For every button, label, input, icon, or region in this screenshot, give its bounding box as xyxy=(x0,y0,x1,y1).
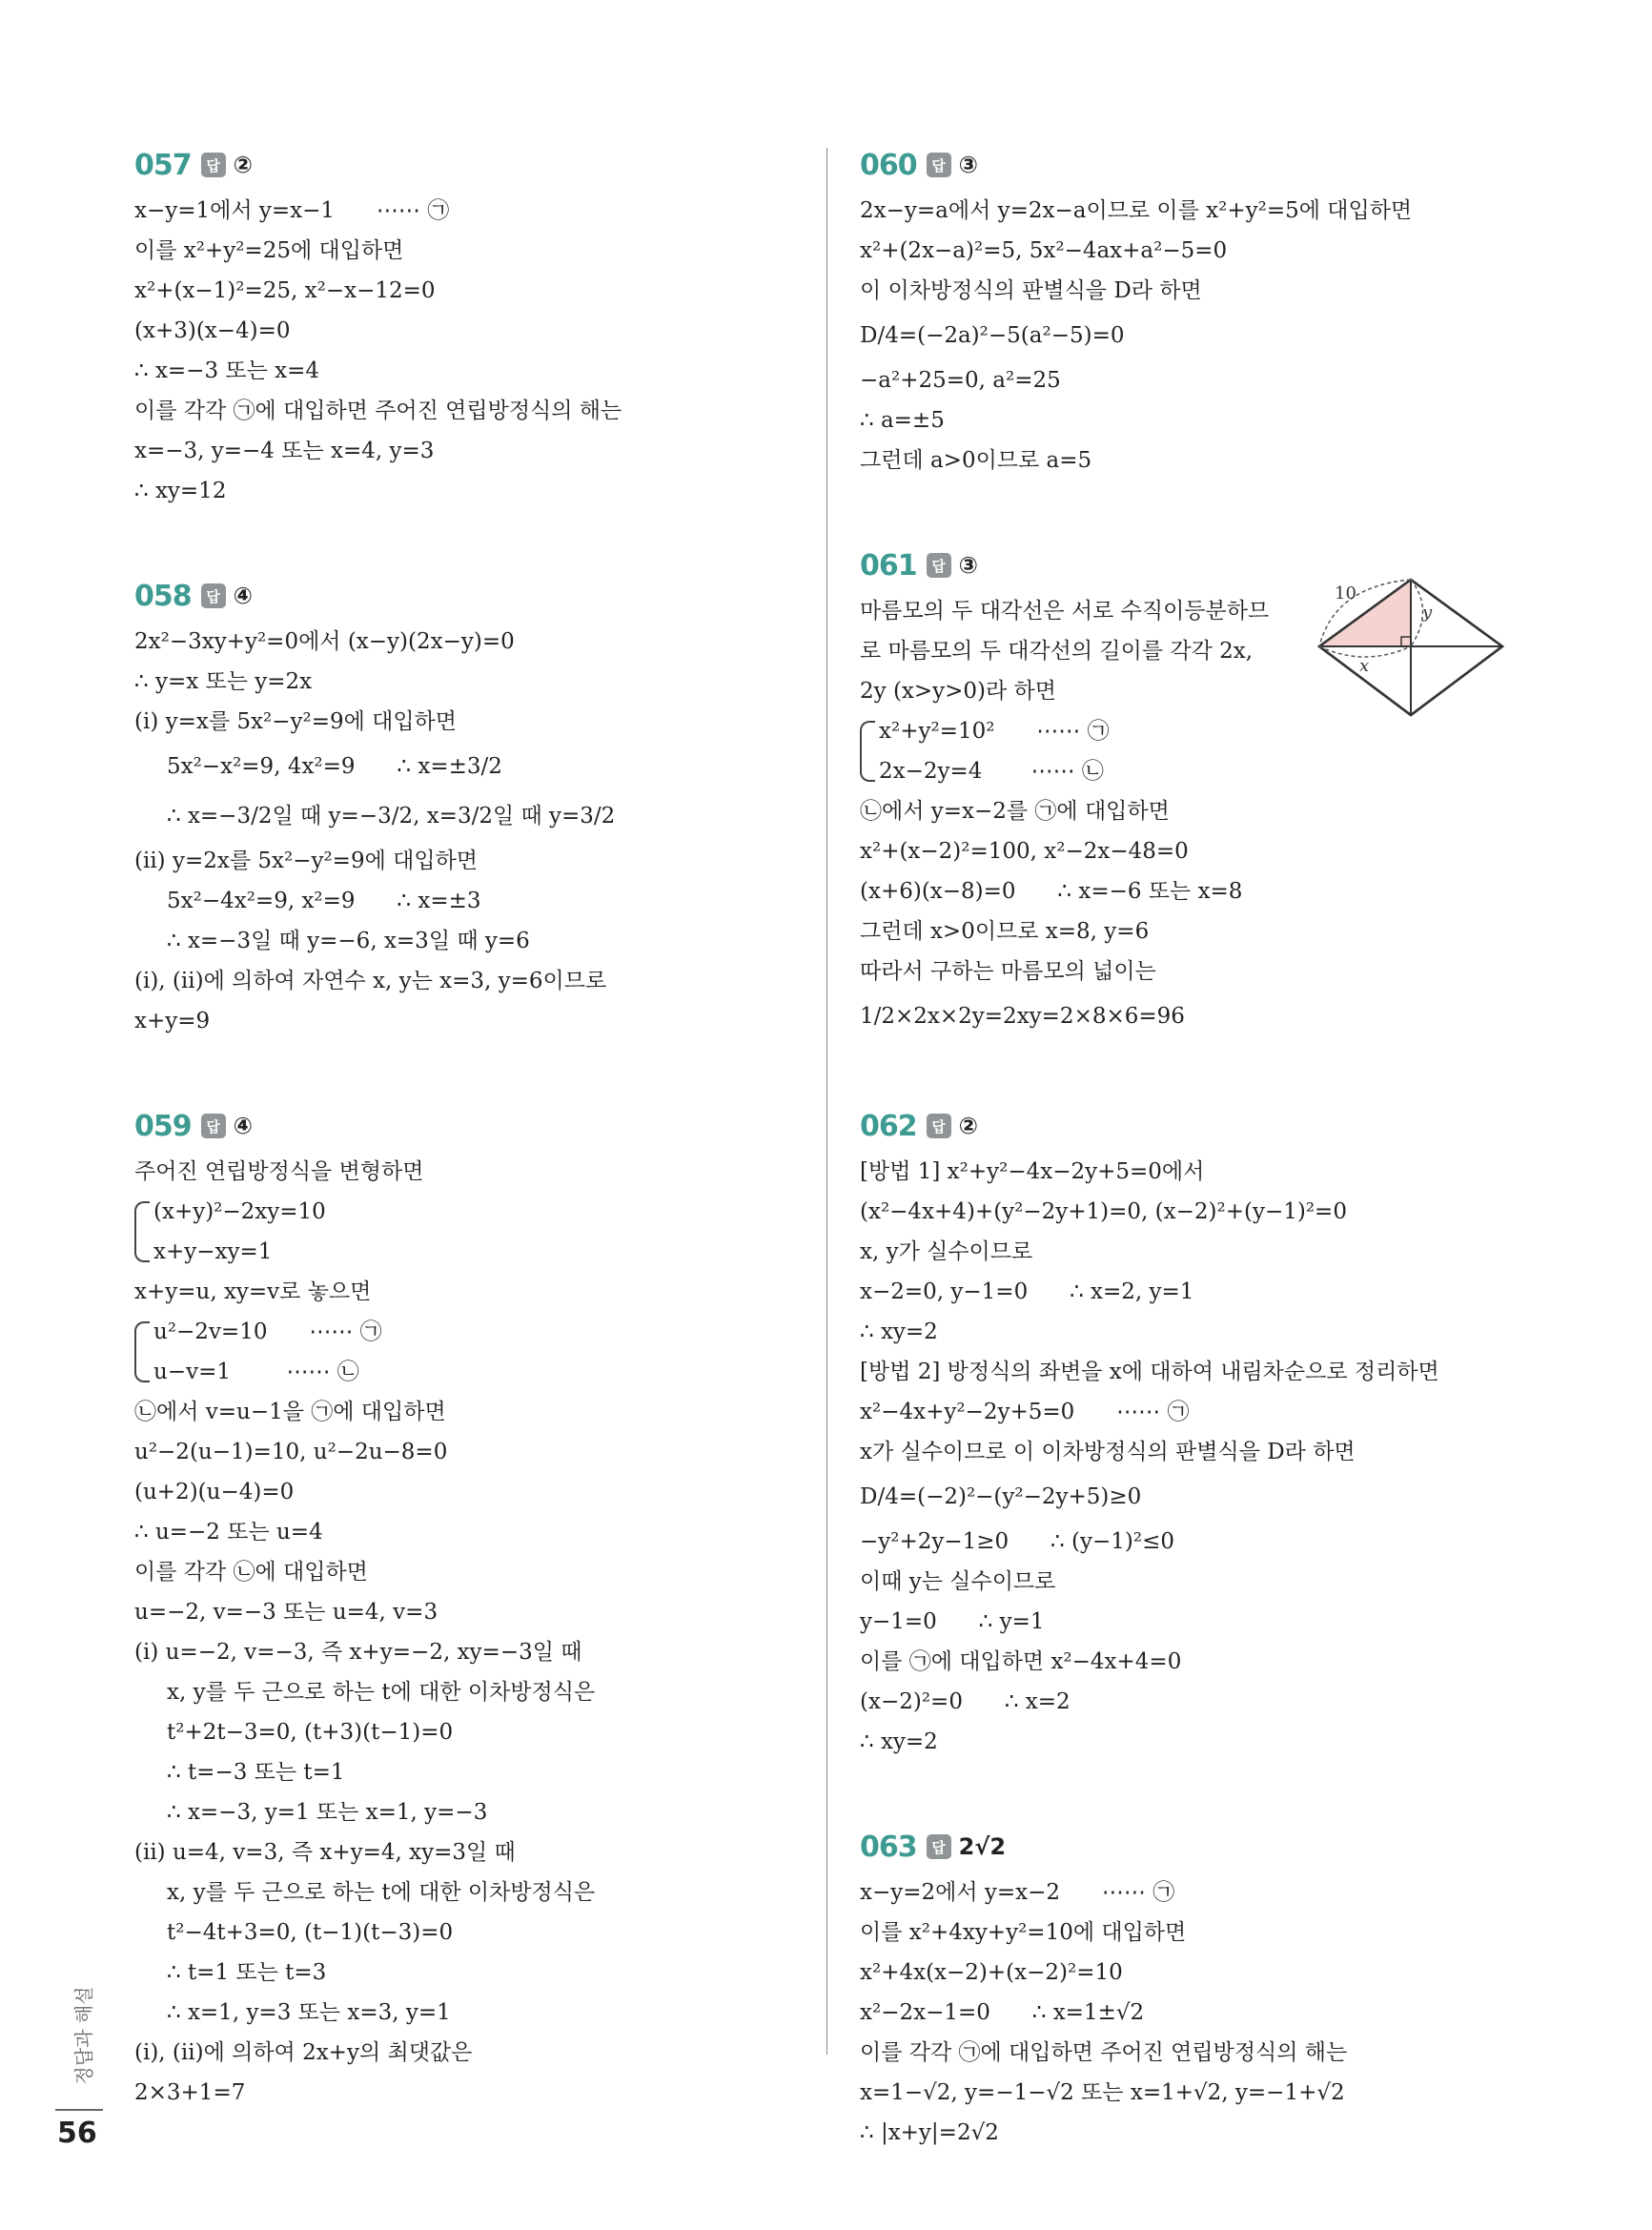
answer-choice: ② xyxy=(233,152,253,178)
solution-line: x가 실수이므로 이 이차방정식의 판별식을 D라 하면 xyxy=(860,1440,1356,1464)
solution-line: 그런데 a>0이므로 a=5 xyxy=(860,448,1092,473)
solution-line: x−y=2에서 y=x−2 ⋯⋯ ㉠ xyxy=(860,1880,1175,1905)
solution-line: x²+(x−1)²=25, x²−x−12=0 xyxy=(134,278,436,303)
answer-value: 2√2 xyxy=(958,1833,1007,1860)
solution-line: x+y−xy=1 xyxy=(153,1239,273,1264)
solution-line: 이 이차방정식의 판별식을 D라 하면 xyxy=(860,278,1202,303)
solution-line: t²−4t+3=0, (t−1)(t−3)=0 xyxy=(167,1920,454,1945)
solution-line: ∴ u=−2 또는 u=4 xyxy=(134,1520,323,1545)
solution-line: 이를 각각 ㉠에 대입하면 주어진 연립방정식의 해는 xyxy=(134,399,622,423)
solution-line: (x+6)(x−8)=0 ∴ x=−6 또는 x=8 xyxy=(860,879,1243,904)
problem-header xyxy=(134,1104,802,1148)
solution-line: [방법 1] x²+y²−4x−2y+5=0에서 xyxy=(860,1159,1205,1184)
solution-line: D/4=(−2)²−(y²−2y+5)≥0 xyxy=(860,1484,1142,1509)
answer-choice: ③ xyxy=(958,152,978,178)
solution-line: x=−3, y=−4 또는 x=4, y=3 xyxy=(134,439,435,463)
solution-line: x, y를 두 근으로 하는 t에 대한 이차방정식은 xyxy=(167,1680,596,1705)
solution-line: x−2=0, y−1=0 ∴ x=2, y=1 xyxy=(860,1279,1194,1304)
solution-line: 따라서 구하는 마름모의 넓이는 xyxy=(860,959,1156,984)
solution-line: (x+3)(x−4)=0 xyxy=(134,318,291,343)
answer-badge: 답 xyxy=(201,583,226,608)
system-brace xyxy=(860,721,875,782)
solution-line: (ⅰ), (ⅱ)에 의하여 2x+y의 최댓값은 xyxy=(134,2040,473,2065)
solution-line: ∴ x=−3일 때 y=−6, x=3일 때 y=6 xyxy=(167,929,530,953)
solution-line: 이를 x²+y²=25에 대입하면 xyxy=(134,238,404,263)
solution-line: 이를 x²+4xy+y²=10에 대입하면 xyxy=(860,1920,1187,1945)
solution-line: ∴ x=1, y=3 또는 x=3, y=1 xyxy=(167,2000,451,2025)
solution-line: x²−4x+y²−2y+5=0 ⋯⋯ ㉠ xyxy=(860,1400,1190,1424)
rhombus-figure xyxy=(1315,572,1516,725)
equation-system xyxy=(134,1312,802,1392)
solution-line: x, y를 두 근으로 하는 t에 대한 이차방정식은 xyxy=(167,1880,596,1905)
problem-058 xyxy=(134,574,802,1041)
solution-line: ∴ t=−3 또는 t=1 xyxy=(167,1760,345,1785)
solution-line: ∴ xy=12 xyxy=(134,479,227,503)
problem-057 xyxy=(134,143,802,511)
solution-line: ㉡에서 v=u−1을 ㉠에 대입하면 xyxy=(134,1400,446,1424)
solution-line: ∴ y=x 또는 y=2x xyxy=(134,669,313,694)
problem-number: 057 xyxy=(134,148,192,182)
label-y: y xyxy=(1422,603,1433,623)
answer-badge: 답 xyxy=(927,153,951,177)
problem-header xyxy=(134,574,802,618)
solution-line: x²+4x(x−2)+(x−2)²=10 xyxy=(860,1960,1123,1985)
answer-badge: 답 xyxy=(927,553,951,578)
solution-line: x−y=1에서 y=x−1 ⋯⋯ ㉠ xyxy=(134,198,450,223)
solution-line: 2x−2y=4 ⋯⋯ ㉡ xyxy=(879,759,1104,784)
solution-line: ∴ xy=2 xyxy=(860,1320,938,1344)
problem-number: 062 xyxy=(860,1109,917,1143)
solution-line: [방법 2] 방정식의 좌변을 x에 대하여 내림차순으로 정리하면 xyxy=(860,1360,1439,1384)
solution-line: y−1=0 ∴ y=1 xyxy=(860,1609,1045,1634)
problem-number: 063 xyxy=(860,1830,917,1864)
solution-line: u=−2, v=−3 또는 u=4, v=3 xyxy=(134,1600,438,1625)
solution-line: 5x²−x²=9, 4x²=9 ∴ x=±3/2 xyxy=(167,754,502,779)
problem-number: 058 xyxy=(134,579,192,613)
solution-line: (u+2)(u−4)=0 xyxy=(134,1480,295,1504)
system-brace xyxy=(134,1201,150,1262)
solution-line: 로 마름모의 두 대각선의 길이를 각각 2x, xyxy=(860,639,1254,664)
solution-line: 2x²−3xy+y²=0에서 (x−y)(2x−y)=0 xyxy=(134,629,515,654)
solution-line: u−v=1 ⋯⋯ ㉡ xyxy=(153,1360,359,1384)
right-column xyxy=(860,143,1527,2216)
solution-line: −y²+2y−1≥0 ∴ (y−1)²≤0 xyxy=(860,1529,1174,1554)
solution-line: ∴ xy=2 xyxy=(860,1729,938,1754)
problem-header xyxy=(860,143,1527,187)
solution-line: 주어진 연립방정식을 변형하면 xyxy=(134,1159,424,1184)
solution-line: x²+(x−2)²=100, x²−2x−48=0 xyxy=(860,839,1189,864)
column-divider xyxy=(826,148,827,2055)
answer-choice: ② xyxy=(958,1113,978,1139)
solution-line: x²+(2x−a)²=5, 5x²−4ax+a²−5=0 xyxy=(860,238,1228,263)
equation-system xyxy=(134,1192,802,1272)
y-length-arc xyxy=(1411,580,1423,646)
solution-line: u²−2(u−1)=10, u²−2u−8=0 xyxy=(134,1440,448,1464)
problem-number: 060 xyxy=(860,148,917,182)
solution-line: D/4=(−2a)²−5(a²−5)=0 xyxy=(860,323,1125,348)
solution-line: 이를 각각 ㉡에 대입하면 xyxy=(134,1560,368,1585)
solution-line: 이를 ㉠에 대입하면 x²−4x+4=0 xyxy=(860,1649,1182,1674)
problem-059 xyxy=(134,1104,802,2113)
solution-line: ∴ x=−3/2일 때 y=−3/2, x=3/2일 때 y=3/2 xyxy=(167,804,616,829)
solution-line: x, y가 실수이므로 xyxy=(860,1239,1033,1264)
problem-header xyxy=(860,1104,1527,1148)
problem-number: 059 xyxy=(134,1109,192,1143)
solution-line: ∴ x=−3, y=1 또는 x=1, y=−3 xyxy=(167,1800,488,1825)
answer-choice: ④ xyxy=(233,1113,253,1139)
solution-line: (ⅱ) y=2x를 5x²−y²=9에 대입하면 xyxy=(134,849,478,873)
solution-line: x+y=9 xyxy=(134,1009,211,1033)
solution-line: (x+y)²−2xy=10 xyxy=(153,1199,326,1224)
problem-062 xyxy=(860,1104,1527,1762)
solution-line: 그런데 x>0이므로 x=8, y=6 xyxy=(860,919,1150,944)
solution-line: u²−2v=10 ⋯⋯ ㉠ xyxy=(153,1320,382,1344)
solution-line: x²+y²=10² ⋯⋯ ㉠ xyxy=(879,719,1110,744)
solution-line: ㉡에서 y=x−2를 ㉠에 대입하면 xyxy=(860,799,1170,824)
solution-line: 5x²−4x²=9, x²=9 ∴ x=±3 xyxy=(167,889,481,913)
system-brace xyxy=(134,1321,150,1382)
solution-line: (ⅱ) u=4, v=3, 즉 x+y=4, xy=3일 때 xyxy=(134,1840,516,1865)
page-number: 56 xyxy=(57,2117,97,2150)
solution-line: (ⅰ) y=x를 5x²−y²=9에 대입하면 xyxy=(134,709,457,734)
side-tab xyxy=(55,1964,103,2107)
solution-line: (x²−4x+4)+(y²−2y+1)=0, (x−2)²+(y−1)²=0 xyxy=(860,1199,1347,1224)
problem-060 xyxy=(860,143,1527,481)
solution-line: (x−2)²=0 ∴ x=2 xyxy=(860,1689,1071,1714)
label-x: x xyxy=(1359,656,1370,676)
solution-line: ∴ a=±5 xyxy=(860,408,945,433)
answer-badge: 답 xyxy=(201,1114,226,1138)
problem-header xyxy=(860,1825,1527,1869)
solution-line: ∴ |x+y|=2√2 xyxy=(860,2120,999,2145)
solution-line: 2y (x>y>0)라 하면 xyxy=(860,679,1056,704)
solution-line: 마름모의 두 대각선은 서로 수직이등분하므 xyxy=(860,599,1270,624)
solution-line: 2×3+1=7 xyxy=(134,2080,246,2105)
label-10: 10 xyxy=(1335,583,1356,604)
answer-choice: ④ xyxy=(233,583,253,609)
answer-choice: ③ xyxy=(958,552,978,579)
solution-line: 이를 각각 ㉠에 대입하면 주어진 연립방정식의 해는 xyxy=(860,2040,1348,2065)
solution-line: (ⅰ) u=−2, v=−3, 즉 x+y=−2, xy=−3일 때 xyxy=(134,1640,582,1665)
solution-line: 2x−y=a에서 y=2x−a이므로 이를 x²+y²=5에 대입하면 xyxy=(860,198,1413,223)
solution-line: 이때 y는 실수이므로 xyxy=(860,1569,1056,1594)
solution-line: x=1−√2, y=−1−√2 또는 x=1+√2, y=−1+√2 xyxy=(860,2080,1345,2105)
page-number-rule xyxy=(55,2109,103,2111)
problem-number: 061 xyxy=(860,548,917,583)
answer-badge: 답 xyxy=(927,1834,951,1859)
solution-line: (ⅰ), (ⅱ)에 의하여 자연수 x, y는 x=3, y=6이므로 xyxy=(134,969,607,993)
problem-header xyxy=(134,143,802,187)
solution-line: ∴ t=1 또는 t=3 xyxy=(167,1960,327,1985)
answer-badge: 답 xyxy=(927,1114,951,1138)
solution-line: 1/2×2x×2y=2xy=2×8×6=96 xyxy=(860,1004,1185,1029)
solution-line: −a²+25=0, a²=25 xyxy=(860,368,1061,393)
solution-line: t²+2t−3=0, (t+3)(t−1)=0 xyxy=(167,1720,454,1745)
solution-line: ∴ x=−3 또는 x=4 xyxy=(134,358,320,383)
solution-line: x+y=u, xy=v로 놓으면 xyxy=(134,1279,372,1304)
section-label: 정답과 해설 xyxy=(72,1986,95,2085)
left-column xyxy=(134,143,802,2176)
problem-063 xyxy=(860,1825,1527,2153)
solution-line: x²−2x−1=0 ∴ x=1±√2 xyxy=(860,2000,1145,2025)
answer-badge: 답 xyxy=(201,153,226,177)
